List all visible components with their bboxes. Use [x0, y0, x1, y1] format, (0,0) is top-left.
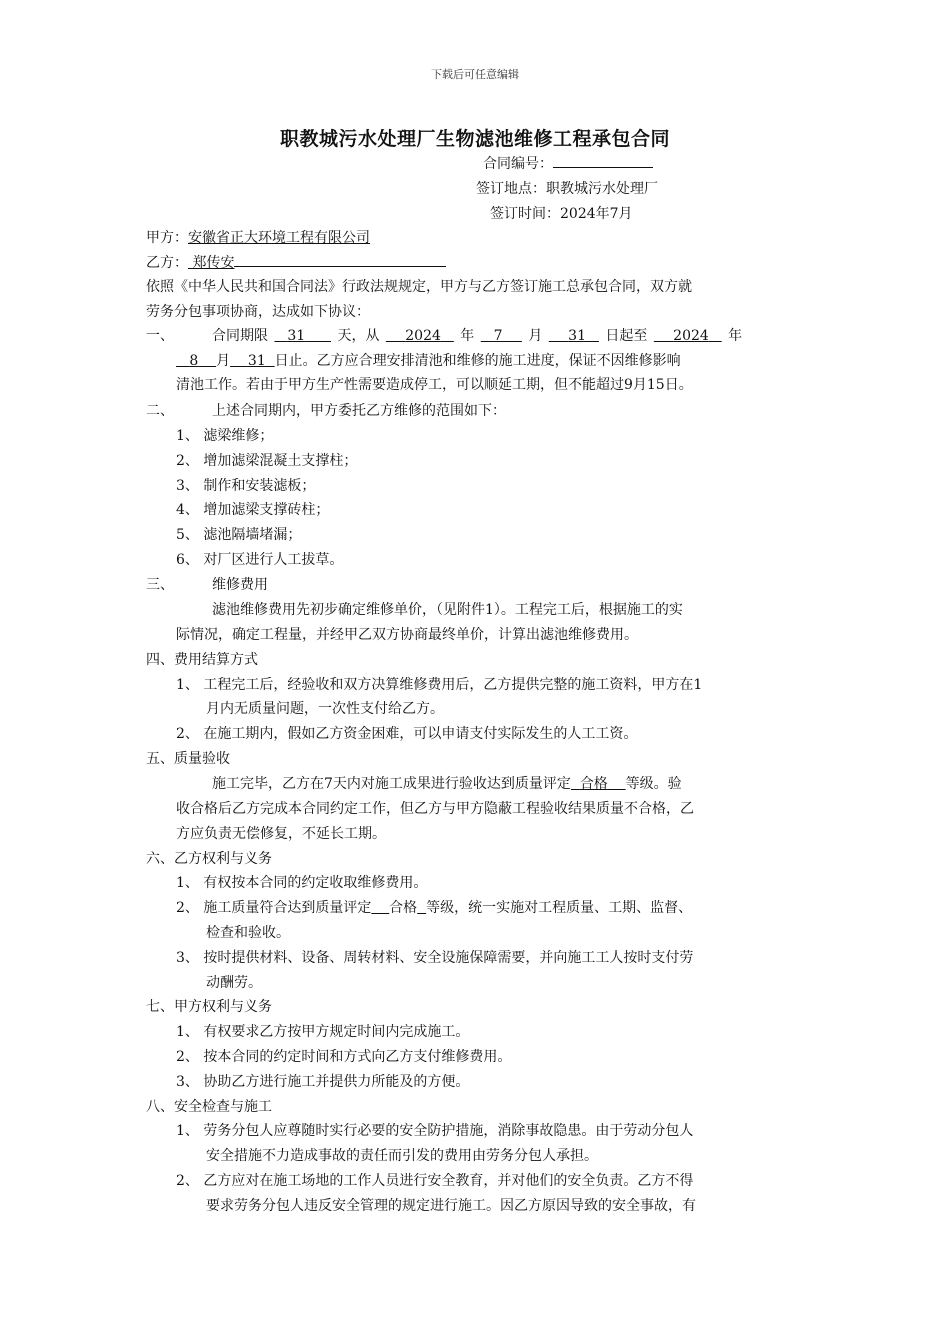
party-b-name: 郑传安: [192, 255, 235, 271]
section-5-line-2: 收合格后乙方完成本合同约定工作，但乙方与甲方隐蔽工程验收结果质量不合格，乙: [176, 801, 694, 817]
term-days: 31: [287, 328, 306, 344]
contract-number: [483, 153, 653, 173]
section-1-line-2: 8 月 31 日止。乙方应合理安排清池和维修的施工进度，保证不因维修影响: [189, 353, 681, 369]
section-7-line-3: 3、 协助乙方进行施工并提供力所能及的方便。: [176, 1074, 470, 1090]
quality-grade-2: 合格: [389, 900, 418, 916]
start-month: 7: [493, 328, 503, 344]
start-year: 2024: [405, 328, 441, 344]
section-5-line-3: 方应负责无偿修复，不延长工期。: [176, 826, 386, 842]
party-b: [146, 252, 446, 273]
intro-line-1: 依照《中华人民共和国合同法》行政法规规定，甲方与乙方签订施工总承包合同，双方就: [146, 279, 692, 295]
section-4-line-3: 2、 在施工期内，假如乙方资金困难，可以申请支付实际发生的人工工资。: [176, 726, 638, 742]
section-3-line-1: 滤池维修费用先初步确定维修单价，（见附件1）。工程完工后，根据施工的实: [212, 602, 683, 618]
section-6-line-1: 1、 有权按本合同的约定收取维修费用。: [176, 875, 428, 891]
party-b-blank: [234, 252, 446, 267]
section-8-line-1: 1、 劳务分包人应尊随时实行必要的安全防护措施，消除事故隐患。由于劳动分包人: [176, 1123, 694, 1139]
section-3-line-2: 际情况，确定工程量，并经甲乙双方协商最终单价，计算出滤池维修费用。: [176, 627, 638, 643]
section-4-line-2: 月内无质量问题，一次性支付给乙方。: [206, 701, 444, 717]
section-2-number: 二、: [146, 403, 174, 419]
scope-item-3: 3、 制作和安装滤板；: [176, 478, 316, 494]
section-1-number: 一、: [146, 328, 174, 344]
quality-grade: 合格: [579, 776, 608, 792]
section-8-line-3: 2、 乙方应对在施工场地的工作人员进行安全教育，并对他们的安全负责。乙方不得: [176, 1173, 694, 1189]
section-6-line-4: 3、 按时提供材料、设备、周转材料、安全设施保障需要，并向施工工人按时支付劳: [176, 950, 694, 966]
header-note: 下载后可任意编辑: [431, 68, 519, 81]
section-8-heading: 八、安全检查与施工: [146, 1099, 272, 1115]
section-4-line-1: 1、 工程完工后，经验收和双方决算维修费用后，乙方提供完整的施工资料，甲方在1: [176, 677, 703, 693]
party-a-name: 安徽省正大环境工程有限公司: [188, 230, 370, 246]
section-3-number: 三、: [146, 577, 174, 593]
scope-item-6: 6、 对厂区进行人工拔草。: [176, 552, 344, 568]
section-4-heading: 四、费用结算方式: [146, 652, 258, 668]
party-a: [146, 228, 370, 248]
section-8-line-2: 安全措施不力造成事故的责任而引发的费用由劳务分包人承担。: [206, 1148, 598, 1164]
signing-time: 签订时间：2024年7月: [490, 206, 633, 222]
section-7-heading: 七、甲方权利与义务: [146, 999, 272, 1015]
scope-item-2: 2、 增加滤梁混凝土支撑柱；: [176, 453, 358, 469]
contract-number-label: 合同编号：: [483, 156, 553, 172]
end-day: 31: [247, 353, 266, 369]
section-8-line-4: 要求劳务分包人违反安全管理的规定进行施工。因乙方原因导致的安全事故，有: [206, 1198, 696, 1214]
scope-item-4: 4、 增加滤梁支撑砖柱；: [176, 502, 330, 518]
section-3-heading: 维修费用: [212, 577, 268, 593]
term-label: 合同期限: [212, 328, 268, 344]
start-day: 31: [568, 328, 586, 344]
section-2-text: 上述合同期内，甲方委托乙方维修的范围如下：: [212, 403, 506, 419]
section-6-line-2: 2、 施工质量符合达到质量评定 合格 等级，统一实施对工程质量、工期、监督、: [176, 900, 693, 916]
document-title: 职教城污水处理厂生物滤池维修工程承包合同: [279, 128, 670, 150]
section-6-line-3: 检查和验收。: [206, 925, 290, 941]
party-a-label: 甲方：: [146, 230, 188, 246]
section-5-heading: 五、质量验收: [146, 751, 230, 767]
party-b-label: 乙方：: [146, 255, 188, 271]
signing-place: 签订地点：职教城污水处理厂: [476, 181, 658, 197]
section-1-term: 合同期限 31 天，从 2024 年 7 月 31 日起至 2024 年: [212, 328, 743, 344]
section-6-line-5: 动酬劳。: [206, 975, 262, 991]
section-1-line-3: 清池工作。若由于甲方生产性需要造成停工，可以顺延工期，但不能超过9月15日。: [176, 377, 693, 393]
end-year: 2024: [673, 328, 709, 344]
scope-item-5: 5、 滤池隔墙堵漏；: [176, 527, 302, 543]
end-month: 8: [189, 353, 199, 369]
contract-number-blank: [553, 153, 653, 168]
section-5-line-1: 施工完毕，乙方在7天内对施工成果进行验收达到质量评定 合格 等级。验: [212, 776, 682, 792]
scope-item-1: 1、 滤梁维修；: [176, 428, 274, 444]
section-6-heading: 六、乙方权利与义务: [146, 851, 272, 867]
section-7-line-1: 1、 有权要求乙方按甲方规定时间内完成施工。: [176, 1024, 470, 1040]
section-7-line-2: 2、 按本合同的约定时间和方式向乙方支付维修费用。: [176, 1049, 512, 1065]
intro-line-2: 劳务分包事项协商，达成如下协议：: [146, 304, 370, 320]
